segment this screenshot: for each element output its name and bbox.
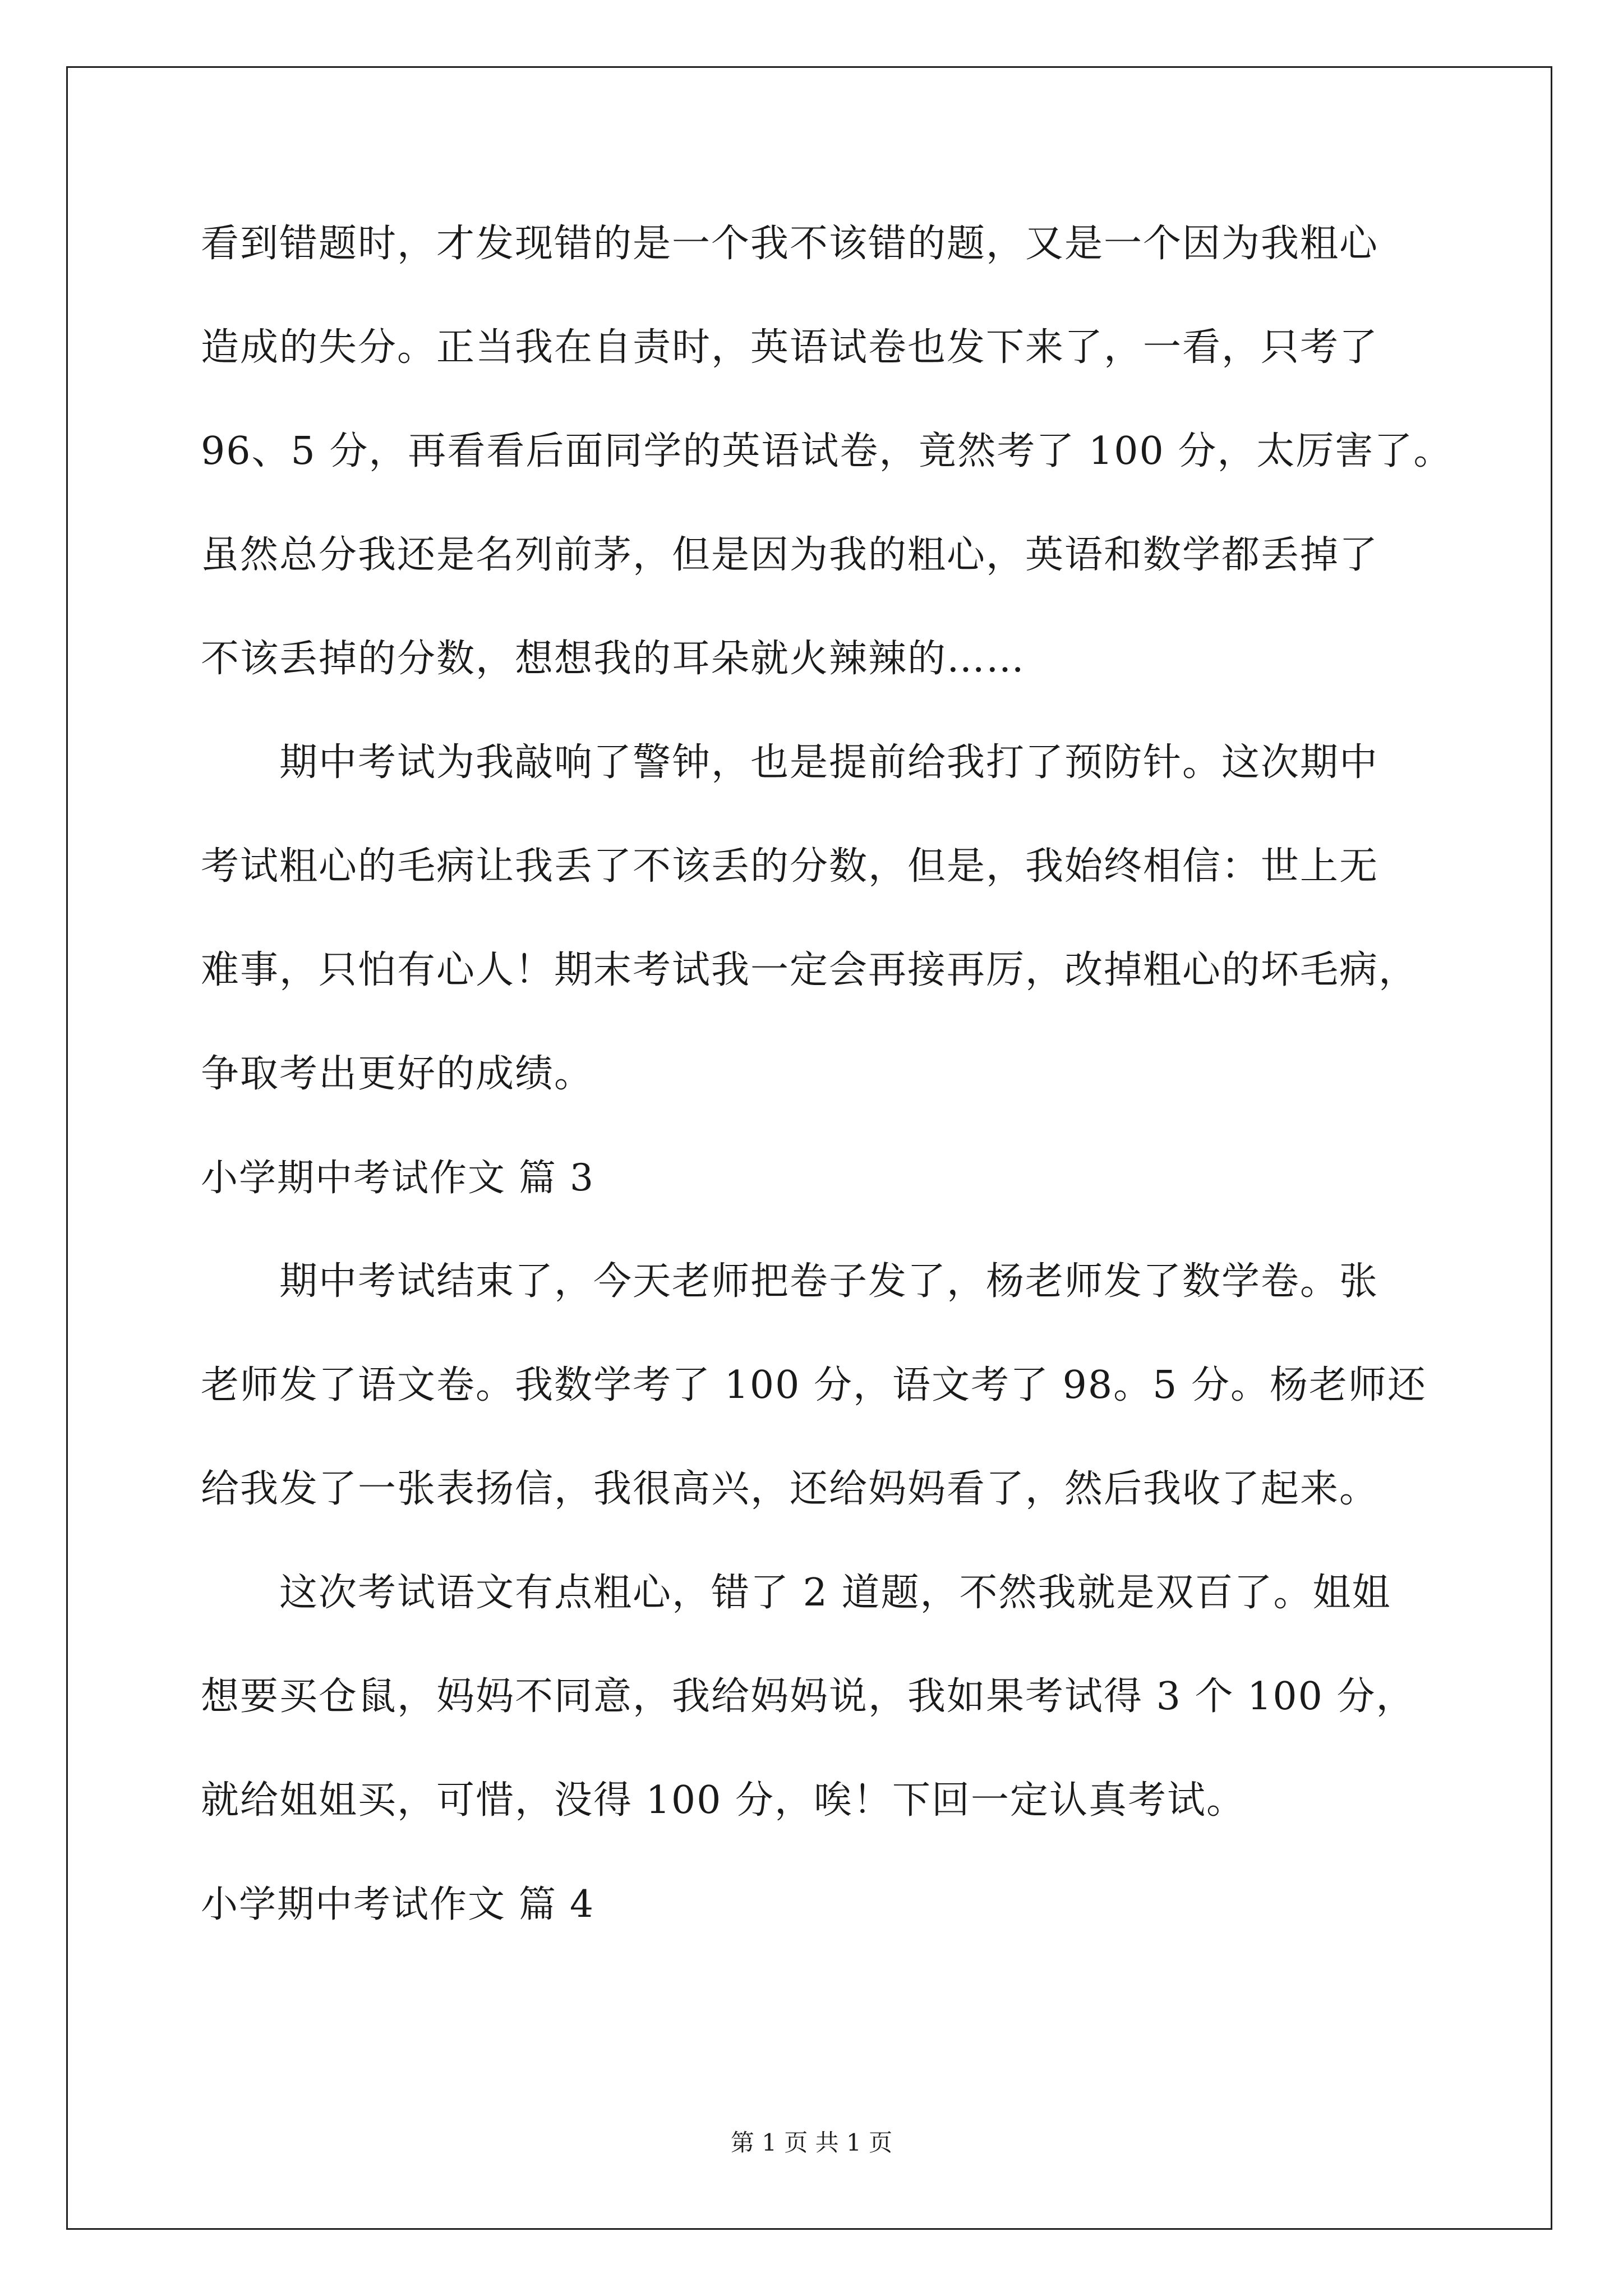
paragraph-line: 期中考试结束了，今天老师把卷子发了，杨老师发了数学卷。张: [279, 1259, 1379, 1304]
paragraph-line: 这次考试语文有点粗心，错了 2 道题，不然我就是双百了。姐姐: [279, 1571, 1391, 1615]
paragraph-line: 期中考试为我敲响了警钟，也是提前给我打了预防针。这次期中: [279, 740, 1379, 785]
section-heading: 小学期中考试作文 篇 3: [201, 1156, 594, 1199]
paragraph-line: 难事，只怕有心人！期末考试我一定会再接再厉，改掉粗心的坏毛病，: [201, 948, 1418, 992]
paragraph-line: 老师发了语文卷。我数学考了 100 分，语文考了 98。5 分。杨老师还: [201, 1363, 1427, 1407]
paragraph-line: 虽然总分我还是名列前茅，但是因为我的粗心，英语和数学都丢掉了: [201, 533, 1379, 577]
paragraph-line: 就给姐姐买，可惜，没得 100 分，唉！下回一定认真考试。: [201, 1778, 1246, 1823]
page-footer: 第 1 页 共 1 页: [730, 2129, 893, 2156]
paragraph-line: 争取考出更好的成绩。: [201, 1052, 594, 1096]
paragraph-line: 造成的失分。正当我在自责时，英语试卷也发下来了，一看，只考了: [201, 325, 1379, 370]
paragraph-line: 考试粗心的毛病让我丢了不该丢的分数，但是，我始终相信：世上无: [201, 844, 1379, 889]
paragraph-line: 看到错题时，才发现错的是一个我不该错的题，又是一个因为我粗心: [201, 222, 1379, 266]
paragraph-line: 给我发了一张表扬信，我很高兴，还给妈妈看了，然后我收了起来。: [201, 1467, 1379, 1511]
paragraph-line: 96、5 分，再看看后面同学的英语试卷，竟然考了 100 分，太厉害了。: [201, 429, 1453, 473]
section-heading: 小学期中考试作文 篇 4: [201, 1883, 594, 1926]
paragraph-line: 不该丢掉的分数，想想我的耳朵就火辣辣的……: [201, 637, 1026, 681]
paragraph-line: 想要买仓鼠，妈妈不同意，我给妈妈说，我如果考试得 3 个 100 分，: [201, 1674, 1415, 1719]
